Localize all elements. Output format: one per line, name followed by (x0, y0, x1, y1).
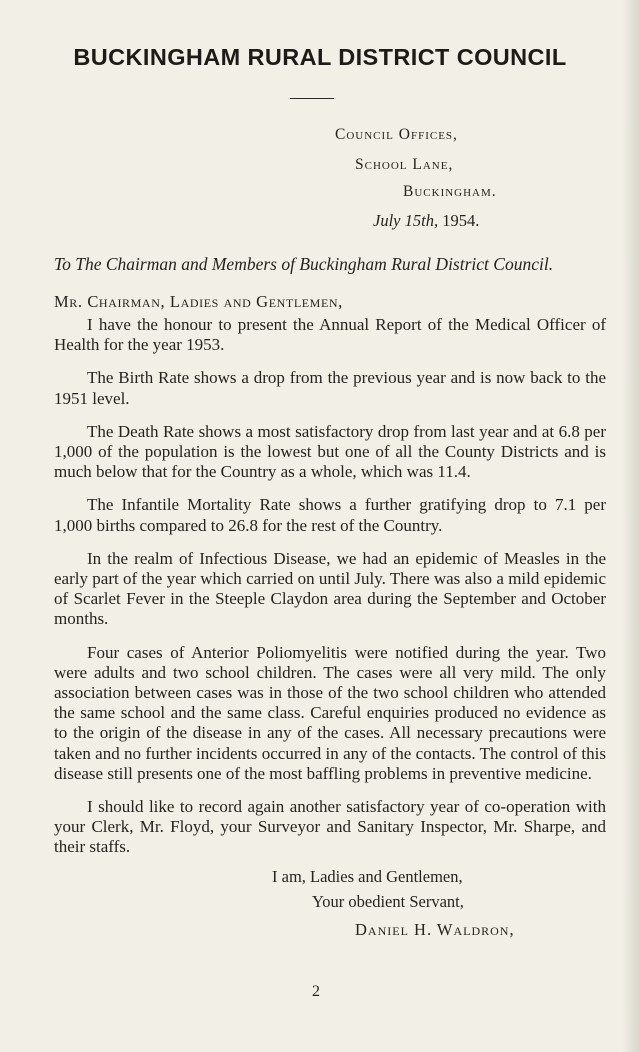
address-line-3: Buckingham. (403, 183, 497, 200)
valediction: Your obedient Servant, (312, 892, 464, 911)
address-line-2: School Lane, (355, 156, 454, 173)
addressee: To The Chairman and Members of Buckingham Rural District Council. (54, 254, 554, 274)
paragraph: I have the honour to present the Annual Report of the Medical Officer of Health for the year 1953. (54, 315, 606, 355)
letter-date (373, 211, 479, 231)
paragraph: In the realm of Infectious Disease, we had an epidemic of Measles in the early part of the year which carried on until July. There was also a mild epidemic of Scarlet Fever in the Steeple Claydon area during the September and October months. (54, 548, 606, 629)
paragraph: Four cases of Anterior Poliomyelitis were notified during the year. Two were adults and two school children. The cases were all very mild. The only association between cases was in those of the two school children who attended the same school and the same class. Careful enquiries produced no evidence as to the origin of the disease in any of the cases. All necessary precautions were taken and no further incidents occurred in any of the contacts. The control of this disease still presents one of the most baffling problems in preventive medicine. (54, 642, 606, 783)
letter-body (54, 315, 606, 871)
paragraph: I should like to record again another satisfactory year of co-operation with your Clerk, Mr. Floyd, your Surveyor and Sanitary Inspector, Mr. Sharpe, and their staffs. (54, 797, 606, 857)
page-title: BUCKINGHAM RURAL DISTRICT COUNCIL (73, 44, 567, 70)
page-number: 2 (312, 983, 320, 1000)
paragraph: The Death Rate shows a most satisfactory drop from last year and at 6.8 per 1,000 of the population is the lowest but one of all the County Districts and is much below that for the Country as a whole, which was 11.4. (54, 421, 606, 482)
page-edge-shadow (622, 0, 640, 1052)
address-line-1: Council Offices, (335, 126, 458, 143)
closing-line: I am, Ladies and Gentlemen, (272, 867, 463, 886)
signature: Daniel H. Waldron, (355, 920, 515, 939)
date-year: 1954. (442, 211, 480, 230)
paragraph: The Infantile Mortality Rate shows a further gratifying drop to 7.1 per 1,000 births compared to 26.8 for the rest of the Country. (54, 495, 606, 535)
paragraph: The Birth Rate shows a drop from the previous year and is now back to the 1951 level. (54, 368, 606, 408)
salutation: Mr. Chairman, Ladies and Gentlemen, (54, 292, 343, 311)
date-month-day: July 15th, (373, 211, 439, 230)
title-divider (290, 98, 334, 99)
